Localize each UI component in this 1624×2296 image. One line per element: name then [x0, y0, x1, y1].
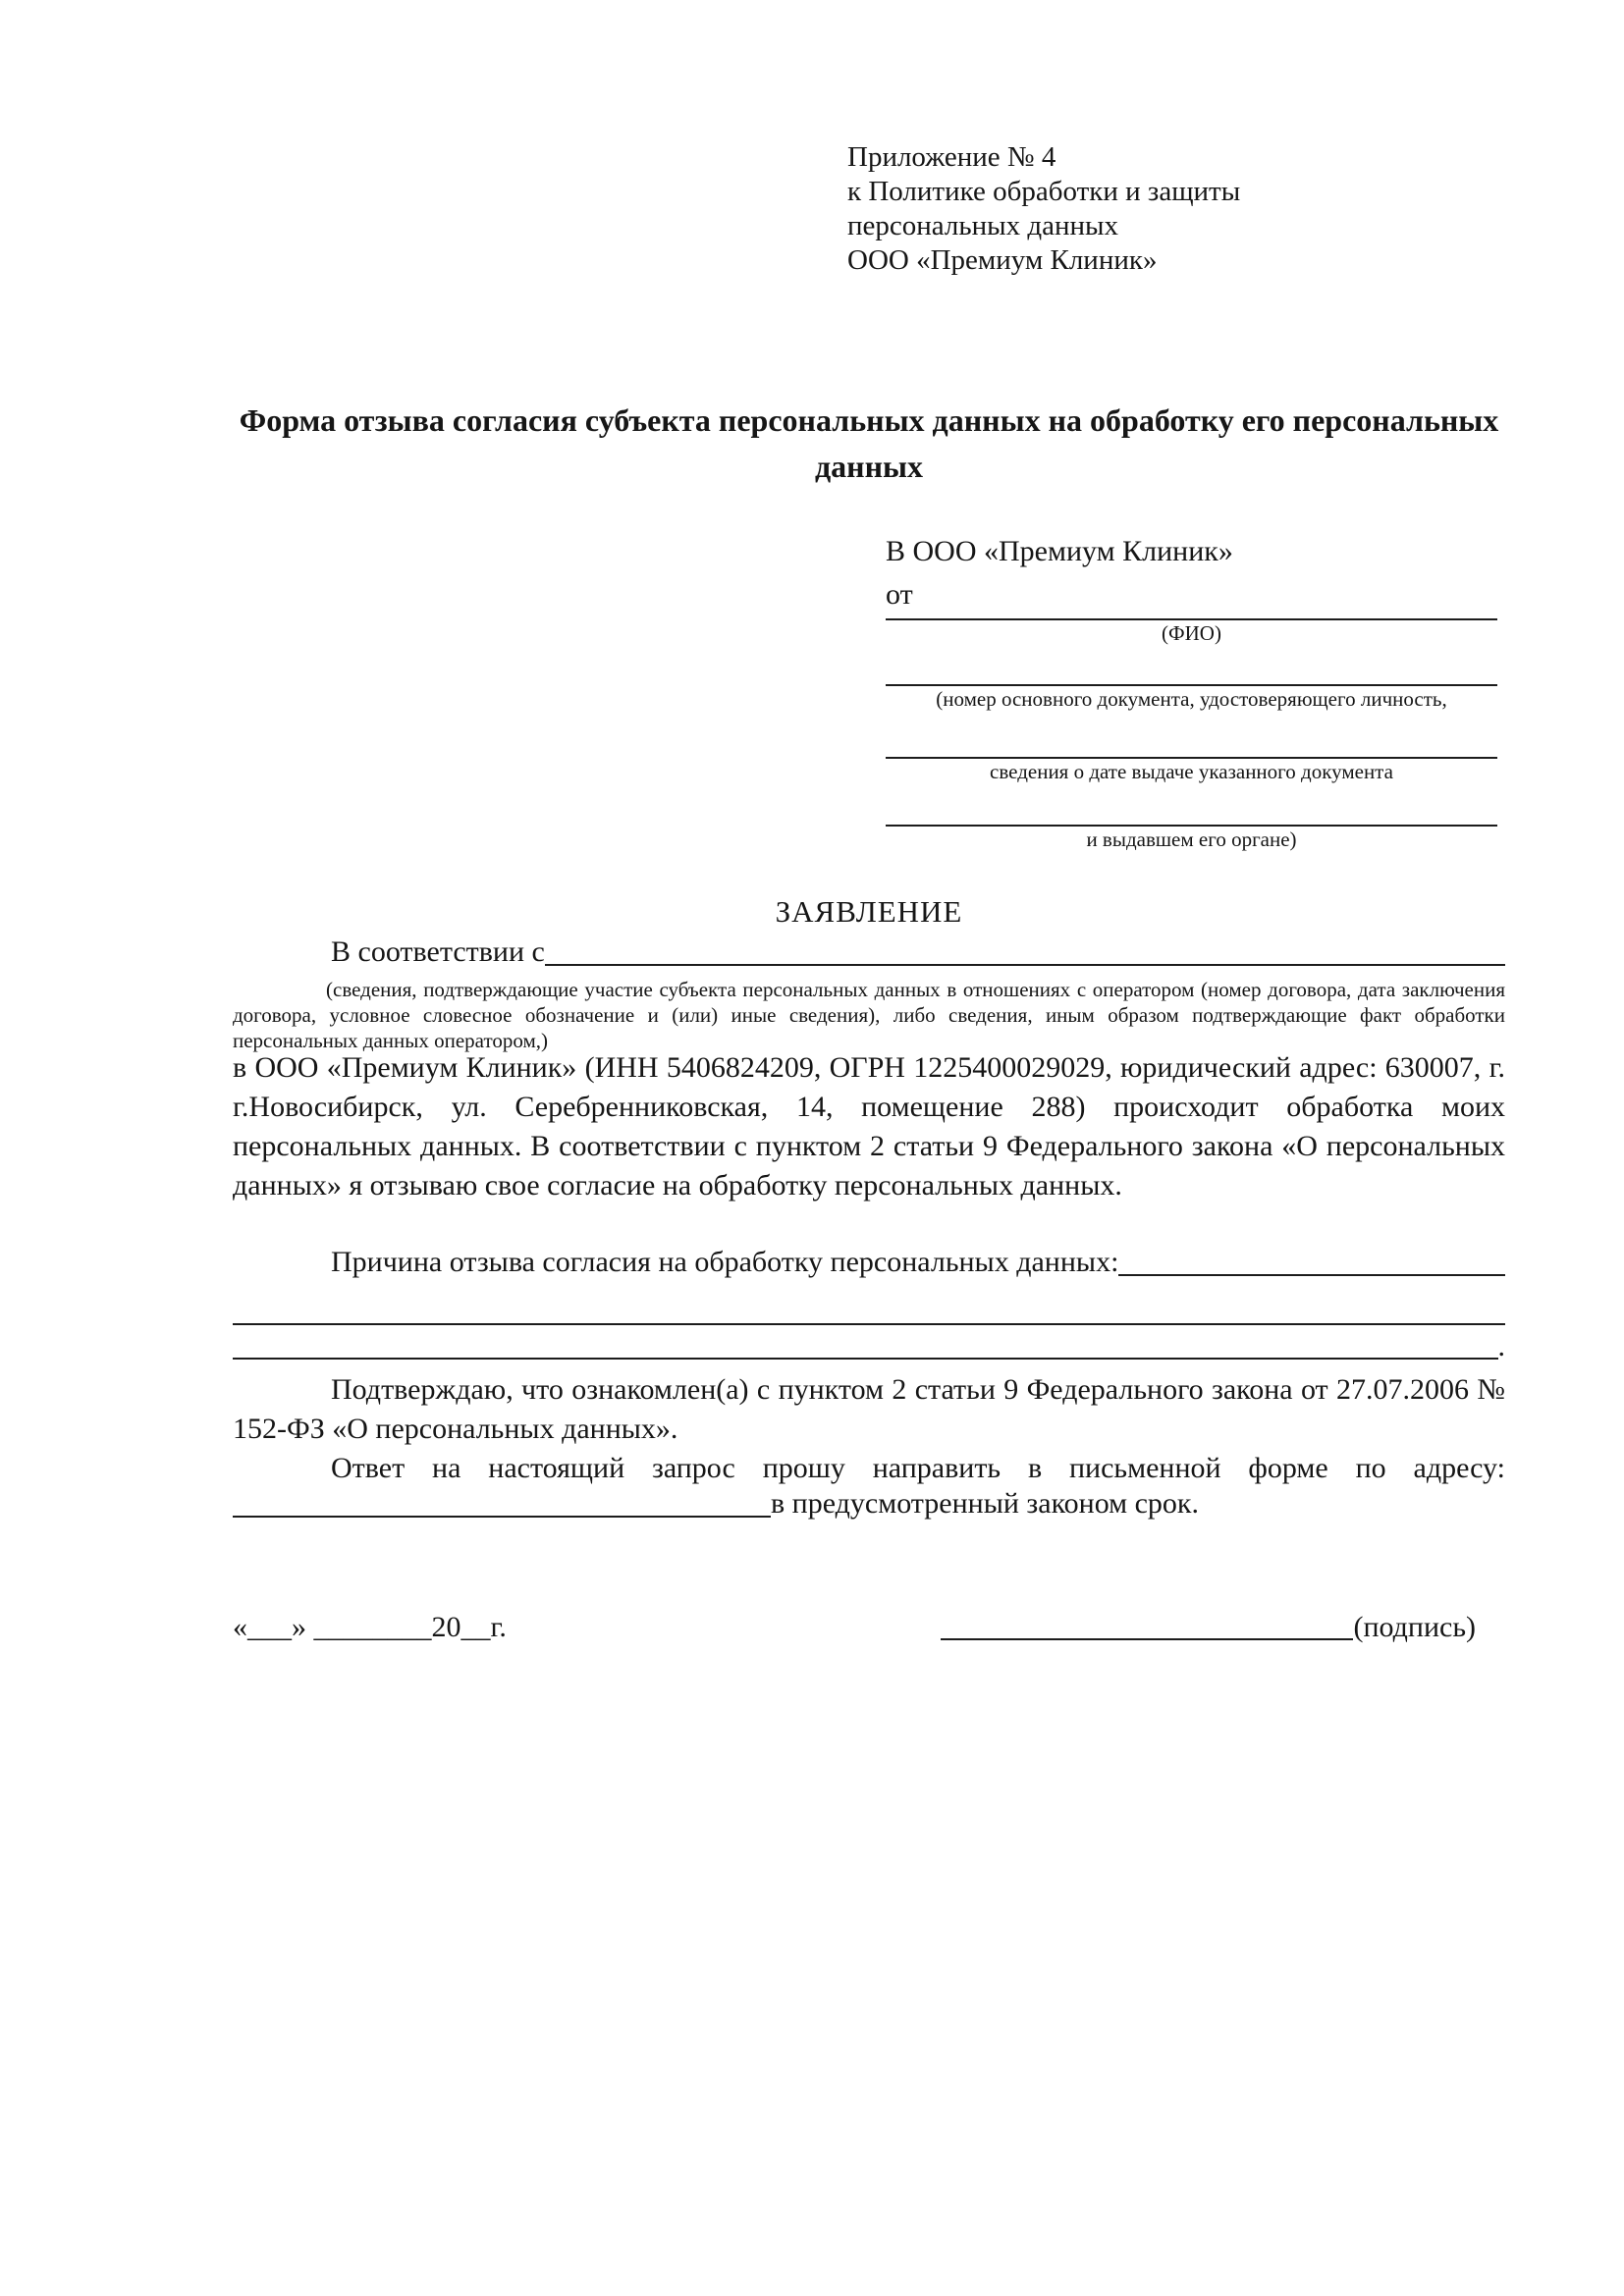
- in-accordance-label: В соответствии с: [331, 935, 545, 968]
- response-suffix: в предусмотренный законом срок.: [771, 1487, 1199, 1520]
- appendix-note-line-1: Приложение № 4: [847, 141, 1056, 173]
- reason-fill-line-2[interactable]: [233, 1323, 1505, 1325]
- address-fill-line[interactable]: [233, 1484, 771, 1518]
- document-number-caption: (номер основного документа, удостоверяющего личность,: [936, 687, 1447, 711]
- in-accordance-row: [233, 933, 1505, 972]
- fio-caption: (ФИО): [1162, 621, 1221, 645]
- addressee-block: [886, 530, 1497, 853]
- appendix-note-line-2: к Политике обработки и защиты: [847, 176, 1241, 207]
- reason-fill-line-3[interactable]: [233, 1327, 1498, 1360]
- appendix-note-line-4: ООО «Премиум Клиник»: [847, 244, 1158, 276]
- fine-print-note: (сведения, подтверждающие участие субъекта персональных данных в отношениях с оператором (номер договора, дата заключения договора, условное словесное обозначение и (или) иные сведения), либо сведения, иным образом подтверждающие факт обработки персональных данных оператором,): [233, 978, 1505, 1052]
- reason-row: [233, 1243, 1505, 1282]
- fio-field: [886, 616, 1497, 647]
- address-row: [233, 1484, 1505, 1523]
- issuing-authority-caption: и выдавшем его органе): [1086, 828, 1297, 851]
- document-number-field: [886, 682, 1497, 713]
- signature-caption: (подпись): [1353, 1611, 1476, 1643]
- footer-row: [233, 1608, 1505, 1647]
- document-title: Форма отзыва согласия субъекта персональных данных на обработку его персональных данных: [239, 402, 1499, 484]
- response-paragraph: Ответ на настоящий запрос прошу направить в письменной форме по адресу:: [331, 1452, 1505, 1484]
- addressee-from-label: от: [886, 578, 913, 611]
- footer-spacer: [507, 1608, 942, 1647]
- reason-label: Причина отзыва согласия на обработку персональных данных:: [331, 1246, 1119, 1278]
- statement-heading: ЗАЯВЛЕНИЕ: [775, 894, 963, 929]
- date-blank[interactable]: «___» ________20__г.: [233, 1611, 507, 1643]
- main-paragraph: в ООО «Премиум Клиник» (ИНН 5406824209, ОГРН 1225400029029, юридический адрес: 630007, г. г.Новосибирск, ул. Серебренниковская, 14, помещение 288) происходит обработка моих персональных данных. В соответствии с пунктом 2 статьи 9 Федерального закона «О персональных данных» я отзываю свое согласие на обработку персональных данных.: [233, 1051, 1505, 1201]
- in-accordance-fill-line[interactable]: [545, 933, 1505, 966]
- issue-date-field: [886, 755, 1497, 785]
- reason-fill-line[interactable]: [1118, 1243, 1505, 1276]
- addressee-to: В ООО «Премиум Клиник»: [886, 535, 1233, 567]
- signature-fill-line[interactable]: [941, 1608, 1353, 1640]
- issue-date-caption: сведения о дате выдаче указанного документа: [990, 760, 1393, 783]
- reason-line-terminator: .: [1497, 1330, 1505, 1362]
- issuing-authority-field: [886, 823, 1497, 853]
- appendix-note-line-3: персональных данных: [847, 210, 1119, 241]
- confirm-paragraph: Подтверждаю, что ознакомлен(а) с пунктом 2 статьи 9 Федерального закона от 27.07.2006 № 152-ФЗ «О персональных данных».: [233, 1373, 1505, 1445]
- reason-fill-line-3-row: [233, 1327, 1505, 1366]
